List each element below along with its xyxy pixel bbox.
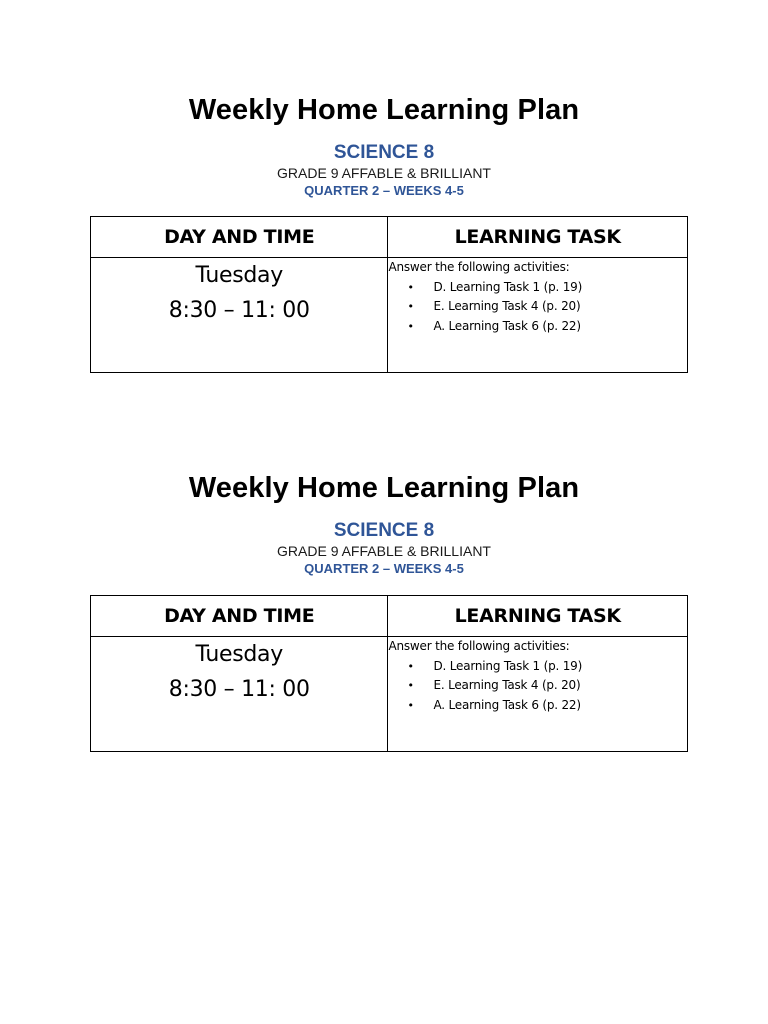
list-item — [407, 676, 687, 696]
task-label: E. Learning Task 4 (p. 20) — [433, 299, 581, 313]
grade-subtitle: GRADE 9 AFFABLE & BRILLIANT — [277, 165, 491, 181]
bullet-icon: • — [407, 319, 414, 333]
header-day-and-time: DAY AND TIME — [91, 596, 388, 637]
task-label: A. Learning Task 6 (p. 22) — [433, 318, 581, 333]
day-time-cell — [91, 637, 388, 752]
grade-subtitle: GRADE 9 AFFABLE & BRILLIANT — [277, 543, 491, 559]
header-learning-task: LEARNING TASK — [388, 596, 688, 637]
day-label: Tuesday — [195, 642, 283, 667]
task-label: D. Learning Task 1 (p. 19) — [433, 279, 583, 294]
learning-task-cell — [388, 258, 688, 373]
time-label: 8:30 – 11: 00 — [168, 677, 310, 702]
table-row — [91, 637, 688, 752]
table-row — [91, 258, 688, 373]
list-item — [407, 278, 687, 298]
task-list — [388, 278, 687, 337]
plan-table — [90, 595, 688, 752]
task-label: E. Learning Task 4 (p. 20) — [433, 678, 581, 692]
day-label: Tuesday — [195, 263, 283, 288]
bullet-icon: • — [407, 679, 414, 692]
time-label: 8:30 – 11: 00 — [168, 298, 310, 323]
plan-title: Weekly Home Learning Plan — [188, 472, 580, 504]
task-intro: Answer the following activities: — [388, 639, 570, 653]
day-time-cell — [91, 258, 388, 373]
task-intro: Answer the following activities: — [388, 260, 570, 274]
learning-plan-2 — [0, 466, 768, 712]
header-learning-task: LEARNING TASK — [388, 217, 688, 258]
list-item — [407, 657, 687, 677]
task-list — [388, 657, 687, 716]
header-day-and-time: DAY AND TIME — [91, 217, 388, 258]
table-header-row — [91, 217, 688, 258]
list-item — [407, 696, 687, 716]
learning-task-cell — [388, 637, 688, 752]
bullet-icon: • — [407, 698, 414, 712]
learning-plan-1 — [0, 88, 768, 333]
quarter-subtitle: QUARTER 2 – WEEKS 4-5 — [304, 561, 464, 576]
bullet-icon: • — [407, 280, 414, 294]
task-label: A. Learning Task 6 (p. 22) — [433, 697, 581, 712]
quarter-subtitle: QUARTER 2 – WEEKS 4-5 — [304, 183, 464, 198]
bullet-icon: • — [407, 300, 414, 313]
plan-title: Weekly Home Learning Plan — [188, 94, 580, 126]
task-label: D. Learning Task 1 (p. 19) — [433, 658, 583, 673]
subject-heading: SCIENCE 8 — [333, 520, 435, 541]
list-item — [407, 317, 687, 337]
plan-table — [90, 216, 688, 373]
bullet-icon: • — [407, 659, 414, 673]
table-header-row — [91, 596, 688, 637]
list-item — [407, 297, 687, 317]
subject-heading: SCIENCE 8 — [333, 142, 435, 163]
